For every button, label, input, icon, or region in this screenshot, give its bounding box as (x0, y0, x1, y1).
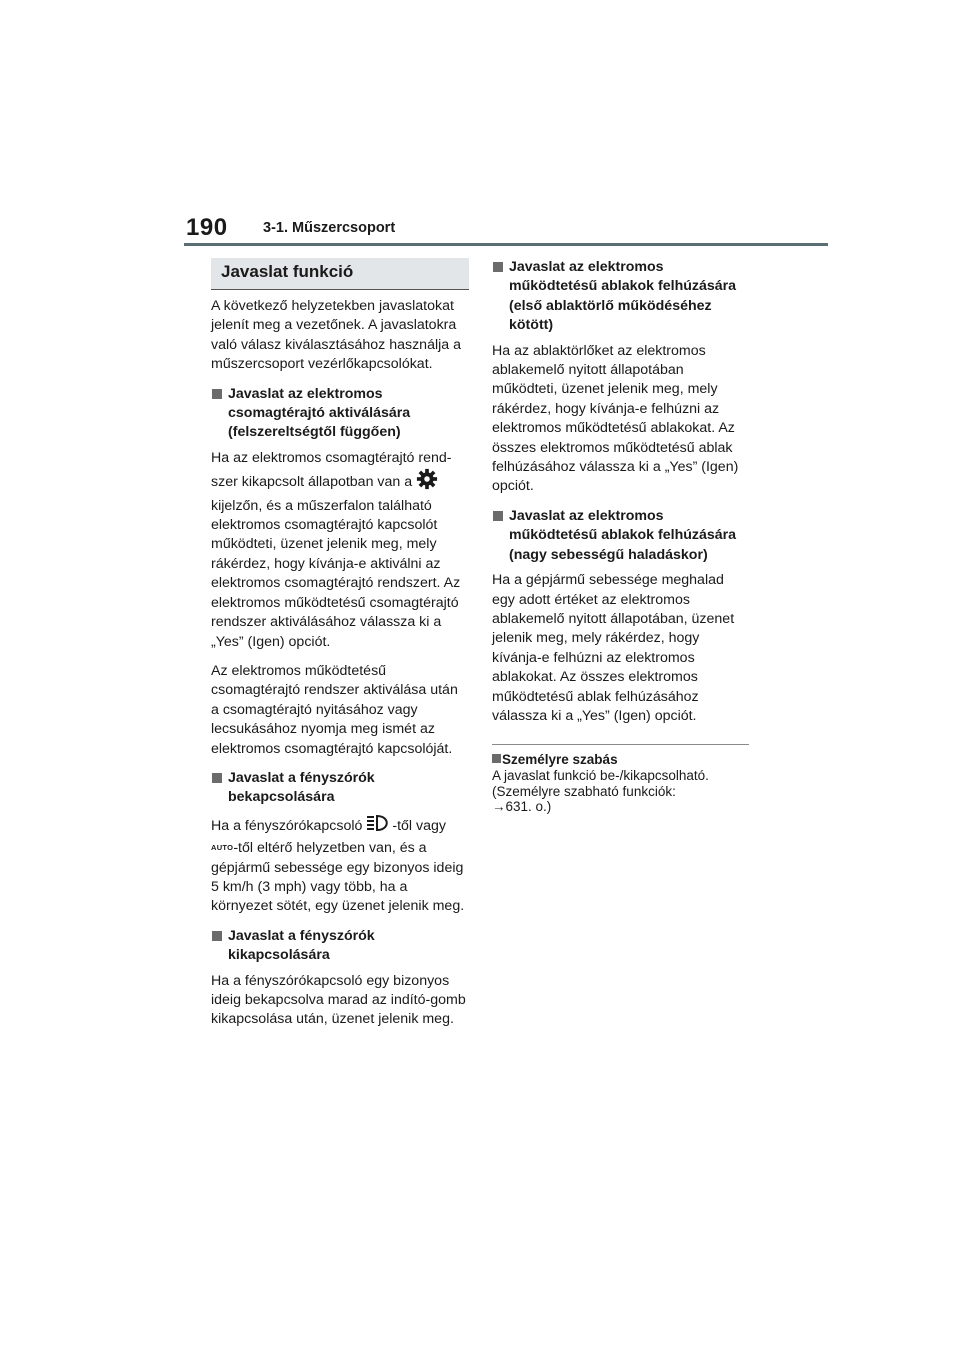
text-span: Ha a fényszórókapcsoló (211, 817, 363, 834)
square-bullet-icon (212, 773, 222, 783)
customization-line: A javaslat funkció be-/kikapcsolható. (492, 768, 709, 784)
subheading-tailgate (211, 385, 469, 443)
subheading-windows-wiper (492, 258, 749, 336)
headlight-icon (366, 814, 392, 838)
page-number: 190 (186, 214, 228, 241)
section-divider (492, 744, 749, 745)
headlights-on-paragraph (211, 814, 469, 917)
subheading-text: Javaslat az elektromos működtetésű ablakok felhúzására (első ablaktörlő működéséhez kötött) (509, 259, 737, 334)
section-title: 3-1. Műszercsoport (263, 220, 396, 236)
subheading-windows-speed (492, 507, 749, 565)
text-span: -től vagy (392, 817, 446, 834)
square-bullet-icon (212, 389, 222, 399)
square-bullet-icon (492, 754, 501, 763)
subheading-text: Javaslat a fényszórók bekapcsolására (228, 769, 375, 806)
intro-paragraph: A következő helyzetekben javaslatokat jelenít meg a vezetőnek. A javaslatokra való válasz kiválasztásához használja a műszercsoport vezérlőkapcsolókat. (211, 298, 461, 373)
header-divider (184, 243, 828, 246)
text-span: Ha az elektromos csomagtérajtó rend-szer kikapcsolt állapotban van a (211, 449, 452, 491)
subheading-text: Javaslat a fényszórók kikapcsolására (228, 927, 375, 964)
customization-body (492, 768, 749, 815)
auto-label: AUTO (211, 843, 234, 853)
customization-title (492, 751, 749, 768)
right-column (492, 258, 749, 815)
section-heading: Javaslat funkció (211, 258, 469, 290)
left-column (211, 258, 469, 1040)
customization-title-text: Személyre szabás (502, 752, 618, 768)
page-reference-link[interactable]: →631. o.) (492, 799, 552, 815)
customization-line: (Személyre szabható funkciók: (492, 783, 676, 799)
windows-speed-paragraph: Ha a gépjármű sebessége meghalad egy adott értéket az elektromos ablakemelő nyitott állapotában, üzenet jelenik meg, mely rákérdez, hogy kívánja-e felhúzni az elektromos ablakokat. Az összes elektromos működtetésű ablak felhúzásához válassza ki a „Yes” (Igen) opciót. (492, 572, 735, 724)
square-bullet-icon (212, 931, 222, 941)
subheading-text: Javaslat az elektromos csomagtérajtó aktiválására (felszereltségtől függően) (228, 385, 411, 441)
headlights-off-paragraph: Ha a fényszórókapcsoló egy bizonyos ideig bekapcsolva marad az indító-gomb kikapcsolása után, üzenet jelenik meg. (211, 972, 466, 1028)
subheading-headlights-off (211, 927, 469, 966)
tailgate-paragraph-1 (211, 449, 469, 652)
square-bullet-icon (493, 511, 503, 521)
text-span: -től eltérő helyzetben van, és a gépjármű sebessége egy bizonyos ideig 5 km/h (3 mph) vagy több, ha a környezet sötét, egy üzenet jelenik meg. (211, 840, 465, 915)
subheading-headlights-on (211, 769, 469, 808)
text-span: kijelzőn, és a műszerfalon található elektromos csomagtérajtó kapcsolót működteti, üzenet jelenik meg, mely rákérdez, hogy kívánja-e aktiválni az elektromos csomagtérajtó rendszert. Az elektromos működtetésű csomagtérajtó rendszer aktiválásához válassza ki a „Yes” (Igen) opciót. (211, 497, 461, 650)
square-bullet-icon (493, 262, 503, 272)
gear-icon (416, 468, 438, 496)
tailgate-paragraph-2: Az elektromos működtetésű csomagtérajtó rendszer aktiválása után a csomagtérajtó nyitásához vagy lecsukásához nyomja meg ismét az elektromos csomagtérajtó kapcsolóját. (211, 662, 458, 757)
windows-wiper-paragraph: Ha az ablaktörlőket az elektromos ablakemelő nyitott állapotában működteti, üzenet jelenik meg, mely rákérdez, hogy kívánja-e felhúzni az elektromos működtetésű ablakokat. Az összes elektromos működtetésű ablak felhúzásához válassza ki a „Yes” (Igen) opciót. (492, 342, 739, 495)
subheading-text: Javaslat az elektromos működtetésű ablakok felhúzására (nagy sebességű haladáskor) (509, 507, 737, 563)
